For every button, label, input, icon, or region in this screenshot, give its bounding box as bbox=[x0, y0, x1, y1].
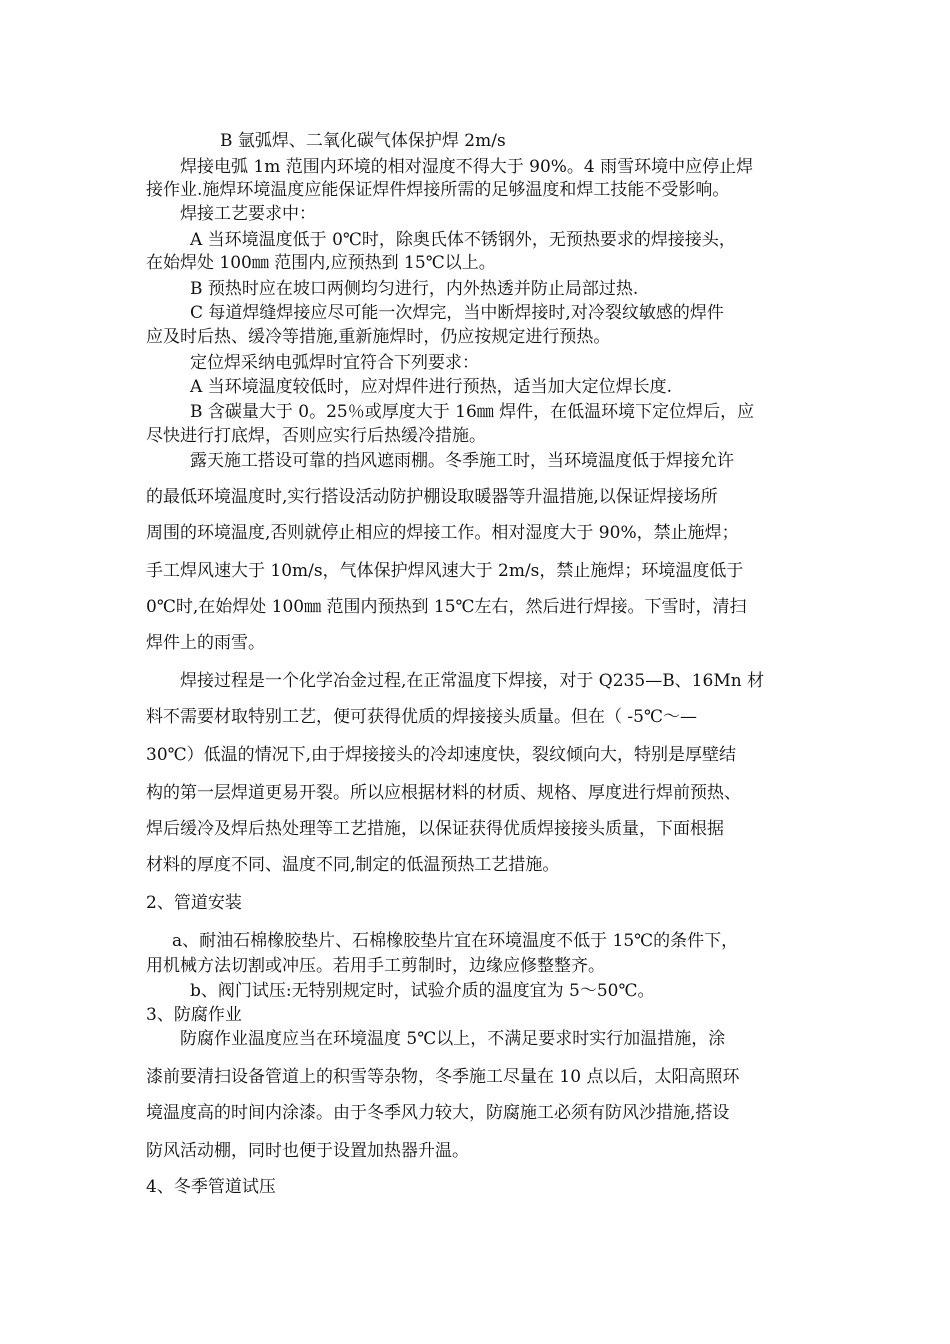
text-line: 周围的环境温度,否则就停止相应的焊接工作。相对湿度大于 90%，禁止施焊； bbox=[146, 523, 739, 543]
text-line: B 氩弧焊、二氧化碳气体保护焊 2m/s bbox=[220, 131, 506, 151]
text-line: 应及时后热、缓冷等措施,重新施焊时，仍应按规定进行预热。 bbox=[146, 327, 611, 347]
text-line: A 当环境温度低于 0℃时，除奥氏体不锈钢外，无预热要求的焊接接头， bbox=[190, 230, 736, 250]
text-line: 手工焊风速大于 10m/s，气体保护焊风速大于 2m/s，禁止施焊；环境温度低于 bbox=[146, 561, 744, 581]
text-line: 在始焊处 100㎜ 范围内,应预热到 15℃以上。 bbox=[146, 253, 496, 273]
text-line: a、耐油石棉橡胶垫片、石棉橡胶垫片宜在环境温度不低于 15℃的条件下， bbox=[172, 931, 739, 951]
text-line: 构的第一层焊道更易开裂。所以应根据材料的材质、规格、厚度进行焊前预热、 bbox=[146, 783, 741, 803]
section-heading: 3、防腐作业 bbox=[146, 1005, 242, 1025]
text-line: 焊接电弧 1m 范围内环境的相对湿度不得大于 90%。4 雨雪环境中应停止焊 bbox=[180, 157, 754, 177]
text-line: B 预热时应在坡口两侧均匀进行，内外热透并防止局部过热. bbox=[190, 279, 639, 299]
text-line: 境温度高的时间内涂漆。由于冬季风力较大，防腐施工必须有防风沙措施,搭设 bbox=[146, 1103, 730, 1123]
text-line: 防风活动棚，同时也便于设置加热器升温。 bbox=[146, 1141, 469, 1161]
text-line: 的最低环境温度时,实行搭设活动防护棚设取暖器等升温措施,以保证焊接场所 bbox=[146, 487, 718, 507]
text-line: 焊接工艺要求中： bbox=[180, 204, 316, 224]
text-line: b、阀门试压:无特别规定时，试验介质的温度宜为 5～50℃。 bbox=[190, 981, 655, 1001]
text-line: 料不需要材取特别工艺，便可获得优质的焊接接头质量。但在（ -5℃～— bbox=[146, 707, 697, 727]
section-heading: 4、冬季管道试压 bbox=[146, 1177, 276, 1197]
text-line: 用机械方法切割或冲压。若用手工剪制时，边缘应修整整齐。 bbox=[146, 956, 605, 976]
text-line: 30℃）低温的情况下,由于焊接接头的冷却速度快，裂纹倾向大，特别是厚壁结 bbox=[146, 745, 737, 765]
text-line: 露天施工搭设可靠的挡风遮雨棚。冬季施工时，当环境温度低于焊接允许 bbox=[190, 451, 734, 471]
text-line: 尽快进行打底焊，否则应实行后热缓冷措施。 bbox=[146, 426, 486, 446]
section-heading: 2、管道安装 bbox=[146, 893, 242, 913]
text-line: 漆前要清扫设备管道上的积雪等杂物，冬季施工尽量在 10 点以后，太阳高照环 bbox=[146, 1067, 740, 1087]
text-line: B 含碳量大于 0。25％或厚度大于 16㎜ 焊件，在低温环境下定位焊后，应 bbox=[190, 402, 755, 422]
text-line: 定位焊采纳电弧焊时宜符合下列要求： bbox=[190, 353, 479, 373]
text-line: 材料的厚度不同、温度不同,制定的低温预热工艺措施。 bbox=[146, 855, 560, 875]
text-line: 防腐作业温度应当在环境温度 5℃以上，不满足要求时实行加温措施，涂 bbox=[180, 1029, 726, 1049]
text-line: A 当环境温度较低时，应对焊件进行预热，适当加大定位焊长度. bbox=[190, 377, 673, 397]
text-line: 0℃时,在始焊处 100㎜ 范围内预热到 15℃左右，然后进行焊接。下雪时，清扫 bbox=[146, 597, 747, 617]
text-line: 焊后缓冷及焊后热处理等工艺措施，以保证获得优质焊接接头质量，下面根据 bbox=[146, 819, 724, 839]
text-line: 焊件上的雨雪。 bbox=[146, 633, 265, 653]
text-line: C 每道焊缝焊接应尽可能一次焊完，当中断焊接时,对冷裂纹敏感的焊件 bbox=[190, 303, 724, 323]
text-line: 焊接过程是一个化学冶金过程,在正常温度下焊接，对于 Q235—B、16Mn 材 bbox=[180, 671, 765, 691]
text-line: 接作业.施焊环境温度应能保证焊件焊接所需的足够温度和焊工技能不受影响。 bbox=[146, 180, 730, 200]
